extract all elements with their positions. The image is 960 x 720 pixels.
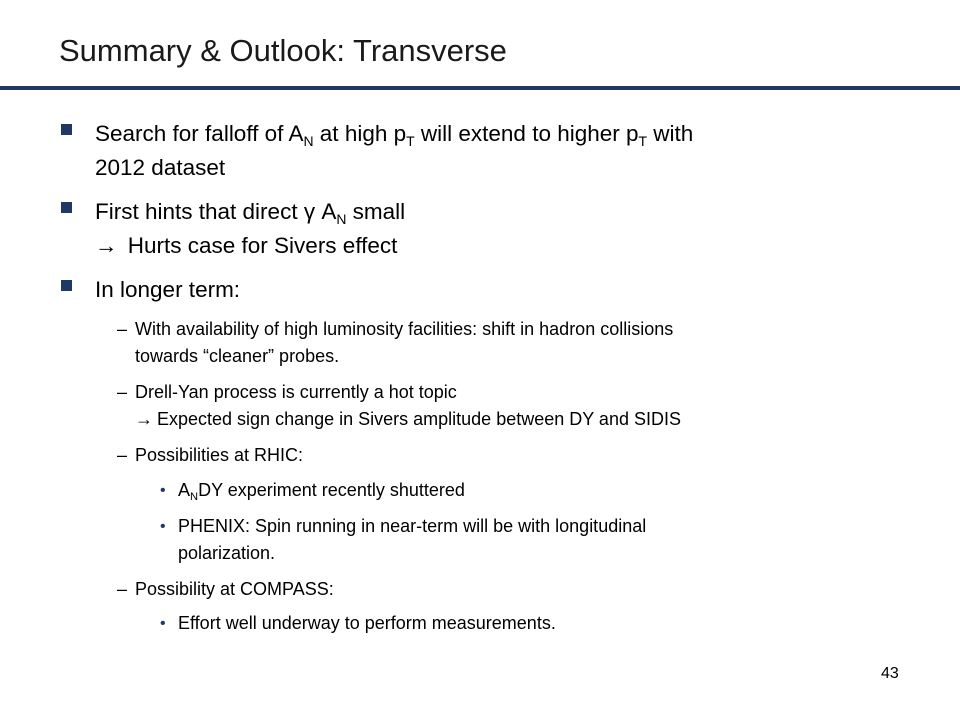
sub-item-2-line-2: → Expected sign change in Sivers amplitude between DY and SIDIS — [135, 406, 681, 432]
sub-item-3-dot-1: $A_NDY$ experiment recently shuttered — [178, 480, 465, 503]
sub-item-3-dot-2-line-1: PHENIX: Spin running in near-term will be with longitudinal — [178, 516, 647, 536]
sub-item-4-line-1: Possibility at COMPASS: — [135, 579, 334, 599]
page-number: 43 — [881, 665, 899, 682]
dot-bullet-icon: • — [160, 518, 166, 535]
bullet-1-line-1: Search for falloff of $A_N$ at high $p_T$ will extend to higher $p_T$ with — [95, 121, 694, 149]
sub-item-2-line-1: Drell-Yan process is currently a hot topic — [135, 382, 457, 402]
dash-bullet-icon: – — [117, 319, 128, 339]
sub-item-4-dot-1: Effort well underway to perform measurements. — [178, 613, 556, 633]
sub-item-1-line-2: towards “cleaner” probes. — [135, 346, 340, 366]
square-bullet-icon — [61, 202, 72, 213]
sub-item-3-dot-2-line-2: polarization. — [178, 543, 276, 563]
dash-bullet-icon: – — [117, 445, 128, 465]
square-bullet-icon — [61, 280, 72, 291]
sub-item-1-line-1: With availability of high luminosity facilities: shift in hadron collisions — [135, 319, 674, 339]
dot-bullet-icon: • — [160, 482, 166, 499]
right-arrow-icon: → — [135, 409, 153, 429]
bullet-3-line-1: In longer term: — [95, 277, 241, 302]
bullet-2-line-2: → Hurts case for Sivers effect — [95, 230, 397, 262]
slide-title: Summary & Outlook: Transverse — [59, 33, 507, 68]
dot-bullet-icon: • — [160, 615, 166, 632]
dash-bullet-icon: – — [117, 579, 128, 599]
square-bullet-icon — [61, 124, 72, 135]
right-arrow-icon: → — [95, 233, 118, 258]
dash-bullet-icon: – — [117, 382, 128, 402]
bullet-1-line-2: 2012 dataset — [95, 155, 226, 180]
bullet-2-line-1: First hints that direct γ $A_N$ small — [95, 199, 406, 227]
sub-item-3-line-1: Possibilities at RHIC: — [135, 445, 304, 465]
